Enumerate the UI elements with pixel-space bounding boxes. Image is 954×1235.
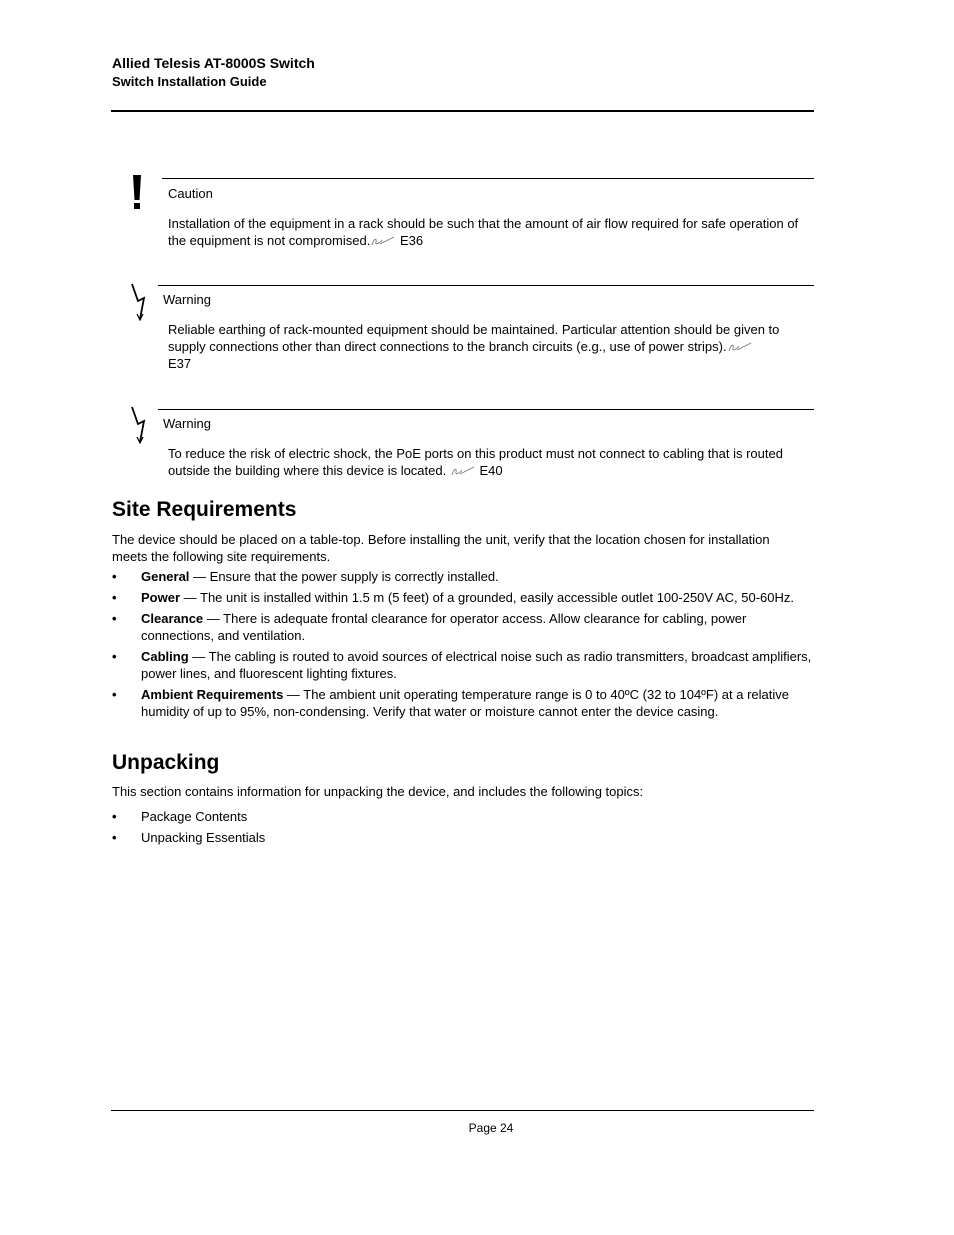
site-requirements-intro: The device should be placed on a table-top. Before installing the unit, verify that the location chosen for installation meets the following site requirements. bbox=[112, 532, 770, 564]
document-title: Allied Telesis AT-8000S Switch bbox=[112, 55, 315, 71]
notice-ref: E40 bbox=[479, 463, 503, 478]
notice-title: Warning bbox=[163, 416, 211, 431]
list-item-text: — There is adequate frontal clearance for operator access. Allow clearance for cabling, power connections, and ventilation. bbox=[141, 611, 747, 643]
notice-text: Installation of the equipment in a rack should be such that the amount of air flow required for safe operation of the equipment is not compromised. bbox=[168, 216, 799, 248]
list-item: • Clearance — There is adequate frontal clearance for operator access. Allow clearance for cabling, power connections, and ventilation. bbox=[112, 611, 747, 643]
list-item-text: — The cabling is routed to avoid sources of electrical noise such as radio transmitters, broadcast amplifiers, power lines, and fluorescent lighting fixtures. bbox=[141, 649, 812, 681]
notice-rule bbox=[158, 409, 814, 410]
notice-rule bbox=[162, 178, 814, 179]
list-item-term: General bbox=[141, 569, 190, 584]
list-item: • Ambient Requirements — The ambient unit operating temperature range is 0 to 40ºC (32 to 104ºF) at a relative humidity of up to 95%, non-condensing. Verify that water or moisture cannot enter the device casing. bbox=[112, 687, 790, 719]
notice-title: Warning bbox=[163, 292, 211, 307]
notice-title: Caution bbox=[168, 186, 213, 201]
lightning-bolt-icon bbox=[131, 283, 149, 326]
notice-ref: E37 bbox=[168, 356, 192, 371]
list-item-term: Ambient Requirements bbox=[141, 687, 284, 702]
notice-body bbox=[168, 445, 818, 479]
list-item-text: — The unit is installed within 1.5 m (5 feet) of a grounded, easily accessible outlet 100-250V AC, 50-60Hz. bbox=[180, 590, 794, 605]
header-rule bbox=[111, 110, 814, 112]
unpacking-heading: Unpacking bbox=[112, 751, 220, 774]
notice-rule bbox=[158, 285, 814, 286]
list-item-term: Clearance bbox=[141, 611, 204, 626]
notice-body bbox=[168, 215, 818, 249]
site-requirements-heading: Site Requirements bbox=[112, 498, 297, 521]
list-item-text: Package Contents bbox=[141, 809, 248, 824]
pen-reference-icon bbox=[727, 342, 753, 352]
list-item: • General — Ensure that the power supply is correctly installed. bbox=[112, 569, 499, 584]
list-item-text: Unpacking Essentials bbox=[141, 830, 266, 845]
notice-text: Reliable earthing of rack-mounted equipment should be maintained. Particular attention should be given to supply connections other than direct connections to the branch circuits (e.g., use of power strips). bbox=[168, 322, 780, 354]
footer-rule bbox=[111, 1110, 814, 1111]
exclamation-icon bbox=[131, 175, 143, 216]
lightning-bolt-icon bbox=[131, 406, 149, 449]
list-item: • Unpacking Essentials bbox=[112, 830, 266, 845]
list-item-term: Cabling bbox=[141, 649, 189, 664]
list-item: • Package Contents bbox=[112, 809, 248, 824]
list-item: • Cabling — The cabling is routed to avoid sources of electrical noise such as radio transmitters, broadcast amplifiers, power lines, and fluorescent lighting fixtures. bbox=[112, 649, 812, 681]
list-item-text: — The ambient unit operating temperature range is 0 to 40ºC (32 to 104ºF) at a relative humidity of up to 95%, non-condensing. Verify that water or moisture cannot enter the device casing. bbox=[141, 687, 790, 719]
list-item-term: Power bbox=[141, 590, 181, 605]
pen-reference-icon bbox=[370, 236, 396, 246]
unpacking-topics-list bbox=[112, 808, 814, 846]
notice-body bbox=[168, 321, 818, 372]
notice-ref: E36 bbox=[399, 233, 424, 248]
notice-text: To reduce the risk of electric shock, the PoE ports on this product must not connect to cabling that is routed outside the building where this device is located. bbox=[168, 446, 783, 478]
site-requirements-list bbox=[112, 568, 814, 720]
document-subtitle: Switch Installation Guide bbox=[112, 74, 267, 89]
pen-reference-icon bbox=[450, 466, 476, 476]
unpacking-intro: This section contains information for unpacking the device, and includes the following topics: bbox=[112, 784, 644, 799]
list-item-text: — Ensure that the power supply is correctly installed. bbox=[189, 569, 499, 584]
page-number: Page 24 bbox=[468, 1121, 514, 1135]
list-item: • Power — The unit is installed within 1.5 m (5 feet) of a grounded, easily accessible outlet 100-250V AC, 50-60Hz. bbox=[112, 590, 794, 605]
